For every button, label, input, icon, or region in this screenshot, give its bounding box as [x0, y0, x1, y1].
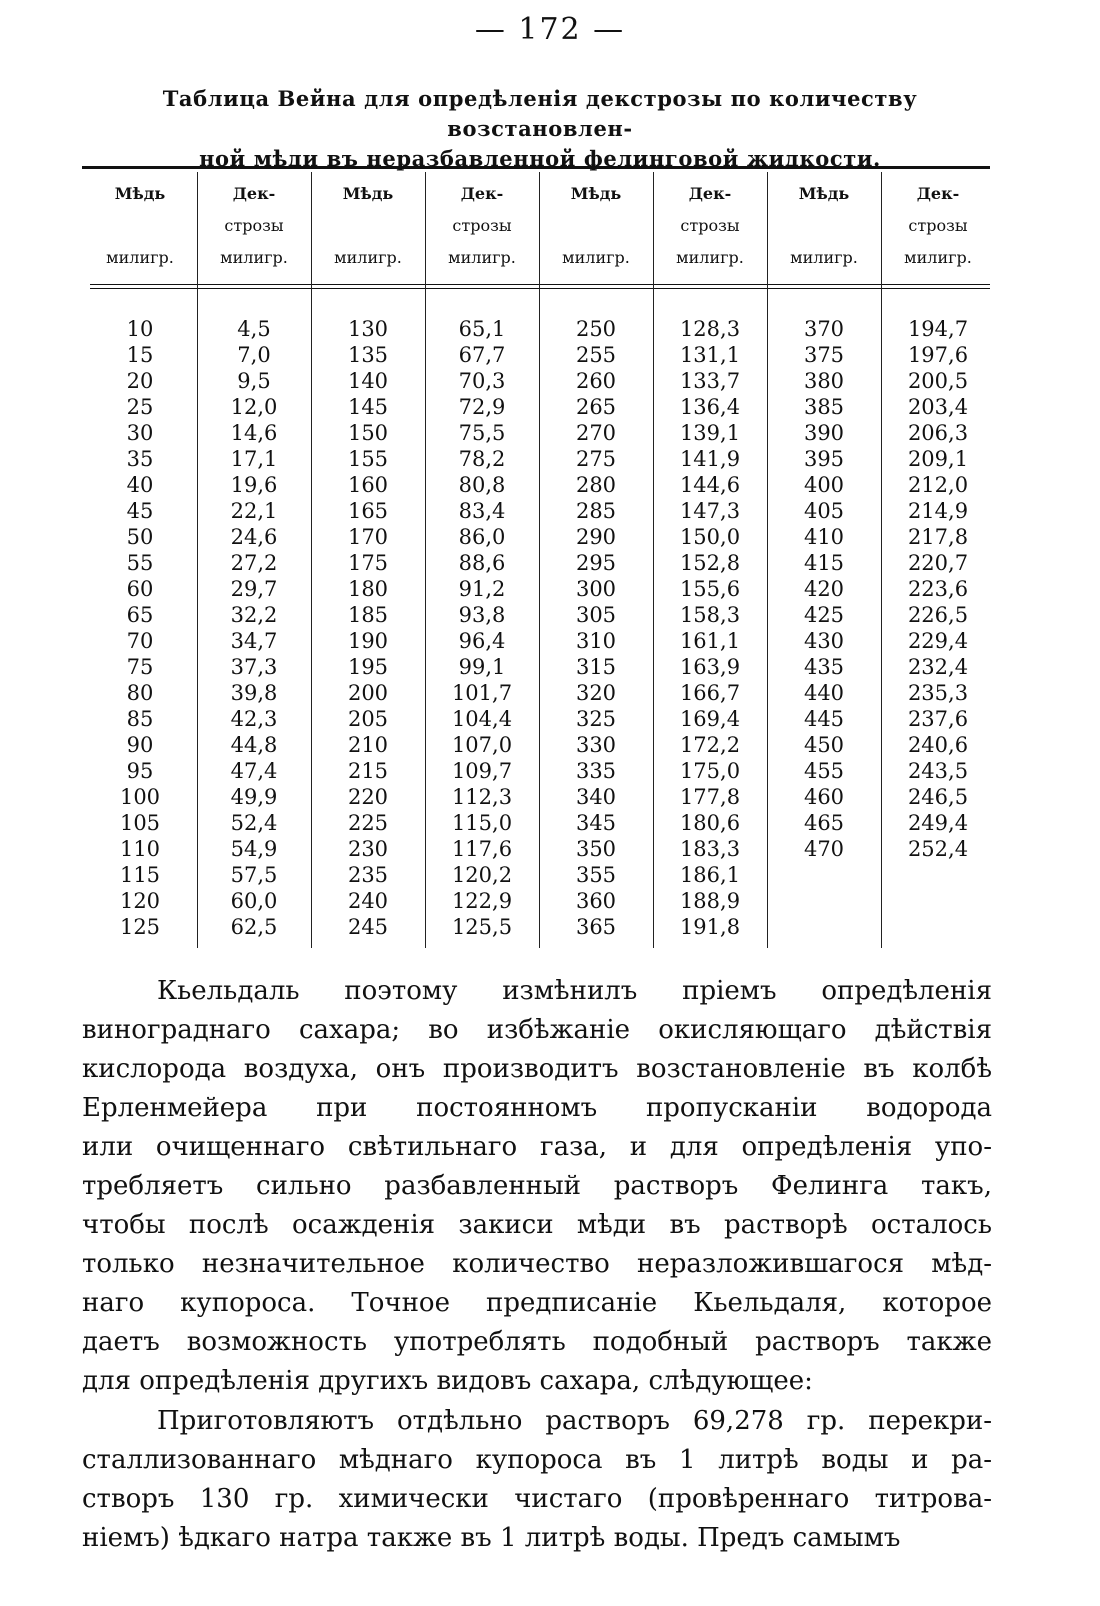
table-cell: 14,6: [230, 421, 278, 445]
table-header-text: Мѣдь: [798, 184, 850, 203]
table-header-cell: [540, 180, 652, 276]
table-cell: 10: [126, 317, 154, 341]
table-cell: 177,8: [679, 785, 741, 809]
table-header-text: [84, 212, 196, 244]
table-cell: 405: [803, 499, 845, 523]
caption-line-1: Таблица Вейна для опредѣленія декстрозы по количеству возстановлен-: [162, 86, 918, 141]
table-cell: 80,8: [458, 473, 506, 497]
table-cell: 104,4: [451, 707, 513, 731]
text-line: Приготовляютъ отдѣльно растворъ 69,278 гр. перекри-: [157, 1406, 992, 1436]
table-cell: 190: [347, 629, 389, 653]
table-cell: 310: [575, 629, 617, 653]
table-header-cell: [768, 180, 880, 276]
table-cell: 220: [347, 785, 389, 809]
table-cell: 130: [347, 317, 389, 341]
table-cell: 290: [575, 525, 617, 549]
table-cell: 460: [803, 785, 845, 809]
page-number: — 172 —: [474, 12, 626, 47]
table-cell: 203,4: [907, 395, 969, 419]
table-cell: 150: [347, 421, 389, 445]
table-header-text: милигр.: [562, 248, 630, 267]
table-cell: 50: [126, 525, 154, 549]
table-cell: 270: [575, 421, 617, 445]
table-cell: 37,3: [230, 655, 278, 679]
table-cell: 217,8: [907, 525, 969, 549]
table-cell: 212,0: [907, 473, 969, 497]
table-cell: 107,0: [451, 733, 513, 757]
table-cell: 136,4: [679, 395, 741, 419]
table-cell: 345: [575, 811, 617, 835]
table-cell: 62,5: [230, 915, 278, 939]
table-cell: 140: [347, 369, 389, 393]
table-cell: 83,4: [458, 499, 506, 523]
text-line: только незначительное количество неразложившагося мѣд-: [82, 1249, 992, 1279]
table-cell: 80: [126, 681, 154, 705]
table-cell: 435: [803, 655, 845, 679]
table-cell: 280: [575, 473, 617, 497]
table-cell: 24,6: [230, 525, 278, 549]
table-cell: 70: [126, 629, 154, 653]
table-cell: 175,0: [679, 759, 741, 783]
table-cell: 60: [126, 577, 154, 601]
table-cell: 275: [575, 447, 617, 471]
table-cell: 7,0: [237, 343, 271, 367]
table-cell: 99,1: [458, 655, 506, 679]
table-cell: 144,6: [679, 473, 741, 497]
table-cell: 210: [347, 733, 389, 757]
table-cell: 152,8: [679, 551, 741, 575]
table-cell: 75: [126, 655, 154, 679]
table-header-text: милигр.: [904, 248, 972, 267]
table-cell: 235: [347, 863, 389, 887]
table-cell: 133,7: [679, 369, 741, 393]
table-cell: 122,9: [451, 889, 513, 913]
table-header-text: Дек-: [232, 184, 276, 203]
table-header-rule: [90, 284, 990, 289]
text-line: или очищеннаго свѣтильнаго газа, и для опредѣленія упо-: [82, 1132, 992, 1162]
table-header-text: [768, 212, 880, 244]
table-cell: 100: [119, 785, 161, 809]
table-cell: 40: [126, 473, 154, 497]
table-header-text: милигр.: [676, 248, 744, 267]
table-cell: 170: [347, 525, 389, 549]
table-cell: 300: [575, 577, 617, 601]
table-cell: 120,2: [451, 863, 513, 887]
table-cell: 20: [126, 369, 154, 393]
table-cell: 235,3: [907, 681, 969, 705]
table-cell: 90: [126, 733, 154, 757]
table-cell: 85: [126, 707, 154, 731]
table-cell: 430: [803, 629, 845, 653]
table-column: [654, 316, 766, 940]
table-cell: 158,3: [679, 603, 741, 627]
table-cell: 147,3: [679, 499, 741, 523]
table-cell: 206,3: [907, 421, 969, 445]
table-header-text: [312, 212, 424, 244]
table-column: [540, 316, 652, 940]
table-cell: 125,5: [451, 915, 513, 939]
table-cell: 96,4: [458, 629, 506, 653]
table-cell: 355: [575, 863, 617, 887]
table-cell: 315: [575, 655, 617, 679]
table-cell: 325: [575, 707, 617, 731]
table-header-text: милигр.: [448, 248, 516, 267]
table-cell: 29,7: [230, 577, 278, 601]
table-column: [84, 316, 196, 940]
table-cell: 445: [803, 707, 845, 731]
table-cell: 390: [803, 421, 845, 445]
table-cell: 243,5: [907, 759, 969, 783]
table-cell: 45: [126, 499, 154, 523]
text-line: створъ 130 гр. химически чистаго (провѣреннаго титрова-: [82, 1484, 992, 1514]
table-cell: 115: [119, 863, 161, 887]
table-cell: 420: [803, 577, 845, 601]
text-line: кислорода воздуха, онъ производитъ возстановленіе въ колбѣ: [82, 1054, 992, 1084]
table-header-cell: [84, 180, 196, 276]
table-cell: 22,1: [230, 499, 278, 523]
text-line: для опредѣленія другихъ видовъ сахара, слѣдующее:: [82, 1366, 813, 1396]
table-cell: 200: [347, 681, 389, 705]
table-cell: 205: [347, 707, 389, 731]
table-cell: 105: [119, 811, 161, 835]
table-header-cell: [198, 180, 310, 276]
table-cell: 175: [347, 551, 389, 575]
table-cell: 78,2: [458, 447, 506, 471]
table-cell: 172,2: [679, 733, 741, 757]
table-cell: 385: [803, 395, 845, 419]
table-cell: 380: [803, 369, 845, 393]
table-cell: 350: [575, 837, 617, 861]
table-cell: 265: [575, 395, 617, 419]
table-cell: 370: [803, 317, 845, 341]
table-column: [426, 316, 538, 940]
table-column: [882, 316, 994, 862]
table-cell: 470: [803, 837, 845, 861]
table-cell: 165: [347, 499, 389, 523]
table-cell: 44,8: [230, 733, 278, 757]
table-header-cell: [882, 180, 994, 276]
table-cell: 34,7: [230, 629, 278, 653]
table-cell: 214,9: [907, 499, 969, 523]
table-cell: 305: [575, 603, 617, 627]
table-cell: 32,2: [230, 603, 278, 627]
table-cell: 400: [803, 473, 845, 497]
table-cell: 91,2: [458, 577, 506, 601]
table-cell: 230: [347, 837, 389, 861]
table-cell: 186,1: [679, 863, 741, 887]
table-cell: 150,0: [679, 525, 741, 549]
table-cell: 47,4: [230, 759, 278, 783]
table-cell: 180,6: [679, 811, 741, 835]
table-cell: 194,7: [907, 317, 969, 341]
table-cell: 335: [575, 759, 617, 783]
table-cell: 27,2: [230, 551, 278, 575]
text-line: чтобы послѣ осажденія закиси мѣди въ растворѣ осталось: [82, 1210, 992, 1240]
table-cell: 226,5: [907, 603, 969, 627]
table-column: [312, 316, 424, 940]
table-cell: 70,3: [458, 369, 506, 393]
table-header-text: Дек-: [688, 184, 732, 203]
table-header-text: милигр.: [220, 248, 288, 267]
table-cell: 395: [803, 447, 845, 471]
table-cell: 229,4: [907, 629, 969, 653]
table-cell: 237,6: [907, 707, 969, 731]
table-cell: 54,9: [230, 837, 278, 861]
caption-line-2: ной мѣди въ неразбавленной фелинговой жидкости.: [199, 146, 881, 171]
table-cell: 185: [347, 603, 389, 627]
table-header-text: милигр.: [334, 248, 402, 267]
table-cell: 360: [575, 889, 617, 913]
table-cell: 188,9: [679, 889, 741, 913]
table-caption: [70, 84, 1010, 174]
table-cell: 67,7: [458, 343, 506, 367]
table-cell: 109,7: [451, 759, 513, 783]
table-cell: 245: [347, 915, 389, 939]
table-cell: 65,1: [458, 317, 506, 341]
table-cell: 49,9: [230, 785, 278, 809]
table-cell: 17,1: [230, 447, 278, 471]
table-cell: 225: [347, 811, 389, 835]
table-cell: 220,7: [907, 551, 969, 575]
table-cell: 375: [803, 343, 845, 367]
text-line: Ерленмейера при постоянномъ пропусканіи водорода: [82, 1093, 992, 1123]
table-header-text: Дек-: [916, 184, 960, 203]
table-header-text: милигр.: [106, 248, 174, 267]
table-cell: 117,6: [451, 837, 513, 861]
table-cell: 141,9: [679, 447, 741, 471]
paragraph-2: [82, 1402, 992, 1558]
table-cell: 60,0: [230, 889, 278, 913]
text-line: Кьельдаль поэтому измѣнилъ пріемъ опредѣленія: [157, 976, 992, 1006]
table-header-cell: [654, 180, 766, 276]
table-cell: 115,0: [451, 811, 513, 835]
table-cell: 191,8: [679, 915, 741, 939]
table-cell: 465: [803, 811, 845, 835]
paragraph-1: [82, 972, 992, 1401]
table-header-text: [540, 212, 652, 244]
table-header-text: Мѣдь: [114, 184, 166, 203]
table-cell: 4,5: [237, 317, 271, 341]
table-cell: 197,6: [907, 343, 969, 367]
table-header-text: милигр.: [790, 248, 858, 267]
table-column: [198, 316, 310, 940]
table-cell: 425: [803, 603, 845, 627]
table-cell: 215: [347, 759, 389, 783]
text-line: требляетъ сильно разбавленный растворъ Фелинга такъ,: [82, 1171, 992, 1201]
table-cell: 255: [575, 343, 617, 367]
table-cell: 155: [347, 447, 389, 471]
table-cell: 450: [803, 733, 845, 757]
table-cell: 125: [119, 915, 161, 939]
table-cell: 131,1: [679, 343, 741, 367]
table-header-text: Мѣдь: [342, 184, 394, 203]
table-header-text: Дек-: [460, 184, 504, 203]
table-cell: 155,6: [679, 577, 741, 601]
table-cell: 209,1: [907, 447, 969, 471]
table-header-cell: [426, 180, 538, 276]
table-cell: 139,1: [679, 421, 741, 445]
table-cell: 166,7: [679, 681, 741, 705]
text-line: ніемъ) ѣдкаго натра также въ 1 литрѣ воды. Предъ самымъ: [82, 1523, 901, 1553]
table-cell: 145: [347, 395, 389, 419]
table-cell: 440: [803, 681, 845, 705]
table-cell: 180: [347, 577, 389, 601]
table-cell: 19,6: [230, 473, 278, 497]
table-cell: 30: [126, 421, 154, 445]
table-cell: 42,3: [230, 707, 278, 731]
table-cell: 128,3: [679, 317, 741, 341]
table-header-text: Мѣдь: [570, 184, 622, 203]
table-cell: 110: [119, 837, 161, 861]
table-cell: 415: [803, 551, 845, 575]
table-cell: 252,4: [907, 837, 969, 861]
table-cell: 295: [575, 551, 617, 575]
table-header-cell: [312, 180, 424, 276]
table-column: [768, 316, 880, 862]
table-cell: 232,4: [907, 655, 969, 679]
table-cell: 195: [347, 655, 389, 679]
text-line: даетъ возможность употреблять подобный растворъ также: [82, 1327, 992, 1357]
table-cell: 330: [575, 733, 617, 757]
table-header-text: строзы: [224, 216, 284, 235]
table-cell: 285: [575, 499, 617, 523]
table-cell: 65: [126, 603, 154, 627]
table-cell: 9,5: [237, 369, 271, 393]
text-line: винограднаго сахара; во избѣжаніе окисляющаго дѣйствія: [82, 1015, 992, 1045]
table-cell: 163,9: [679, 655, 741, 679]
table-top-rule: [82, 166, 990, 169]
table-cell: 15: [126, 343, 154, 367]
table-cell: 39,8: [230, 681, 278, 705]
table-cell: 410: [803, 525, 845, 549]
table-cell: 249,4: [907, 811, 969, 835]
table-cell: 320: [575, 681, 617, 705]
table-cell: 246,5: [907, 785, 969, 809]
table-cell: 223,6: [907, 577, 969, 601]
table-cell: 455: [803, 759, 845, 783]
table-cell: 135: [347, 343, 389, 367]
table-cell: 200,5: [907, 369, 969, 393]
text-line: наго купороса. Точное предписаніе Кьельдаля, которое: [82, 1288, 992, 1318]
table-cell: 101,7: [451, 681, 513, 705]
table-cell: 72,9: [458, 395, 506, 419]
table-cell: 25: [126, 395, 154, 419]
table-cell: 35: [126, 447, 154, 471]
table-cell: 12,0: [230, 395, 278, 419]
table-cell: 340: [575, 785, 617, 809]
table-cell: 250: [575, 317, 617, 341]
text-line: сталлизованнаго мѣднаго купороса въ 1 литрѣ воды и ра-: [82, 1445, 992, 1475]
table-header-text: строзы: [908, 216, 968, 235]
table-cell: 57,5: [230, 863, 278, 887]
table-cell: 52,4: [230, 811, 278, 835]
table-cell: 75,5: [458, 421, 506, 445]
table-cell: 365: [575, 915, 617, 939]
table-cell: 112,3: [451, 785, 513, 809]
table-header-text: строзы: [452, 216, 512, 235]
table-cell: 183,3: [679, 837, 741, 861]
table-cell: 95: [126, 759, 154, 783]
table-cell: 260: [575, 369, 617, 393]
table-cell: 161,1: [679, 629, 741, 653]
table-cell: 240: [347, 889, 389, 913]
table-cell: 120: [119, 889, 161, 913]
table-cell: 86,0: [458, 525, 506, 549]
table-cell: 88,6: [458, 551, 506, 575]
table-cell: 240,6: [907, 733, 969, 757]
table-cell: 93,8: [458, 603, 506, 627]
table-cell: 160: [347, 473, 389, 497]
table-cell: 169,4: [679, 707, 741, 731]
table-cell: 55: [126, 551, 154, 575]
table-header-text: строзы: [680, 216, 740, 235]
